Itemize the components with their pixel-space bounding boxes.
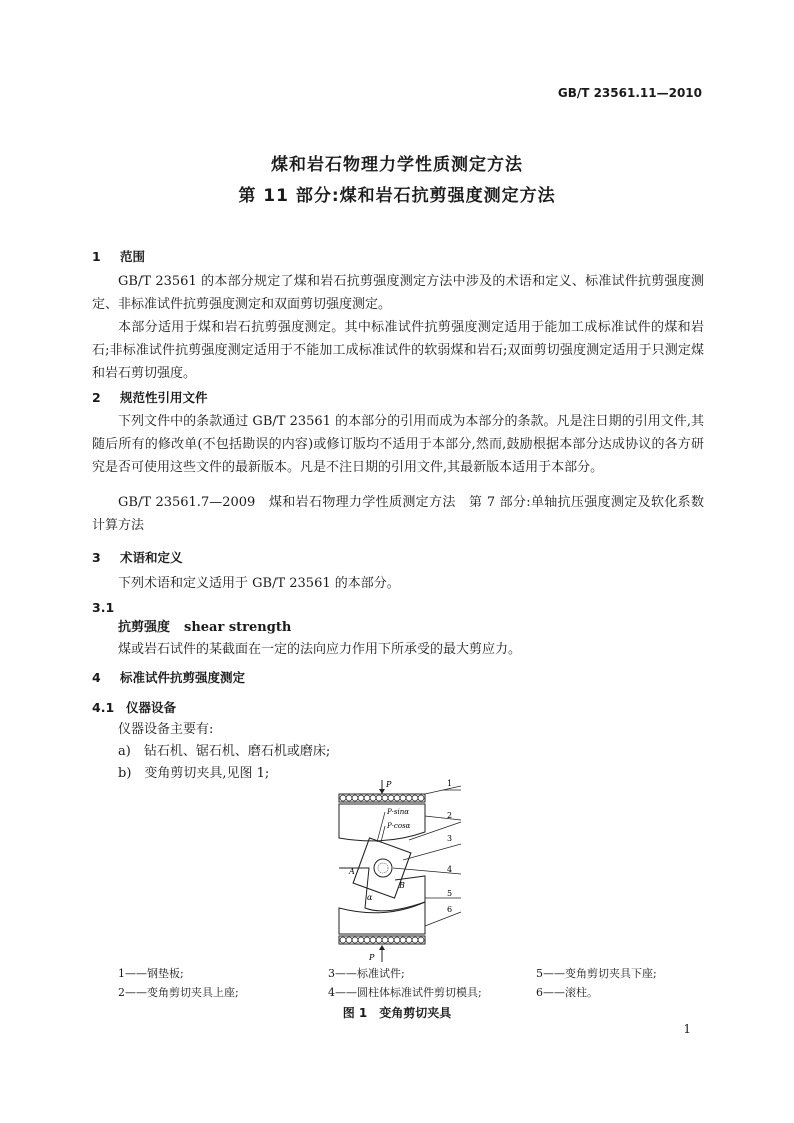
legend-item: 1——钢垫板; [118,967,184,980]
figure-1-diagram [325,776,475,964]
label-a: A [349,867,355,876]
top-arrow-head [379,789,385,794]
label-b: B [399,881,405,890]
legend-item: 2——变角剪切夹具上座; [118,986,239,999]
label-alpha: α [367,893,373,902]
figure-caption: 图 1 变角剪切夹具 [342,1006,452,1020]
subsection-title: 仪器设备 [126,700,177,715]
section-4-heading [92,668,245,686]
legend-item: 4——圆柱体标准试件剪切模具; [328,986,482,999]
section-number: 2 [92,390,101,405]
equipment-item-b: b) 变角剪切夹具,见图 1; [118,766,270,781]
bottom-rollers [340,937,424,943]
section-2-paragraph-1: 下列文件中的条款通过 GB/T 23561 的本部分的引用而成为本部分的条款。凡是注日期的引用文件,其随后所有的修改单(不包括勘误的内容)或修订版均不适用于本部分,然而,鼓励根据本部分达成协议的各方研究是否可使用这些文件的最新版本。凡是不注日期的引用文件,其最新版本适用于本部分。 [92,414,704,475]
doc-title-line1: 煤和岩石物理力学性质测定方法 [271,155,523,175]
section-title: 范围 [120,249,146,264]
doc-title-line2: 第 11 部分:煤和岩石抗剪强度测定方法 [238,186,556,206]
legend-item: 6——滚柱。 [536,986,598,999]
section-title: 规范性引用文件 [120,390,208,405]
section-1-heading [92,247,145,265]
label-p-top: P [386,780,392,789]
term-english: shear strength [184,620,292,635]
section-3-paragraph: 下列术语和定义适用于 GB/T 23561 的本部分。 [118,576,400,591]
section-1-paragraph-1: GB/T 23561 的本部分规定了煤和岩石抗剪强度测定方法中涉及的术语和定义、标准试件抗剪强度测定、非标准试件抗剪强度测定和双面剪切强度测定。 [92,274,704,312]
cylinder-mold [374,859,392,877]
label-p-bottom: P [369,953,375,962]
term-definition: 煤或岩石试件的某截面在一定的法向应力作用下所承受的最大剪应力。 [118,642,522,657]
subsection-3-1-number: 3.1 [92,600,115,615]
term-entry [118,616,291,635]
section-title: 术语和定义 [120,550,183,565]
callout-5: 5 [447,889,453,898]
legend-item: 3——标准试件; [328,967,405,980]
section-2-reference: GB/T 23561.7—2009 煤和岩石物理力学性质测定方法 第 7 部分:单轴抗压强度测定及软化系数计算方法 [92,495,704,533]
bottom-arrow-head [379,945,385,950]
term-chinese: 抗剪强度 [118,620,171,635]
callout-2: 2 [447,811,453,820]
equipment-item-a: a) 钻石机、锯石机、磨石机或磨床; [118,744,331,759]
callout-3: 3 [447,834,453,843]
section-title: 标准试件抗剪强度测定 [120,670,246,685]
section-number: 1 [92,249,101,264]
section-number: 4 [92,670,101,685]
top-rollers [340,795,424,801]
label-p-sin: P·sinα [387,808,410,816]
subsection-4-1-heading [92,698,176,716]
section-number: 3 [92,550,101,565]
label-p-cos: P·cosα [387,822,411,830]
section-1-paragraph-2: 本部分适用于煤和岩石抗剪强度测定。其中标准试件抗剪强度测定适用于能加工成标准试件的煤和岩石;非标准试件抗剪强度测定适用于不能加工成标准试件的软弱煤和岩石;双面剪切强度测定适用于只测定煤和岩石剪切强度。 [92,320,704,381]
section-2-heading [92,388,208,406]
legend-item: 5——变角剪切夹具下座; [536,967,657,980]
callout-6: 6 [447,905,453,914]
equipment-intro: 仪器设备主要有: [118,722,214,737]
callout-4: 4 [447,865,453,874]
section-3-heading [92,548,183,566]
lower-seat [339,902,425,934]
subsection-number: 4.1 [92,700,115,715]
standard-number: GB/T 23561.11—2010 [557,86,702,100]
callout-1: 1 [447,779,453,788]
page-number: 1 [683,1022,691,1036]
